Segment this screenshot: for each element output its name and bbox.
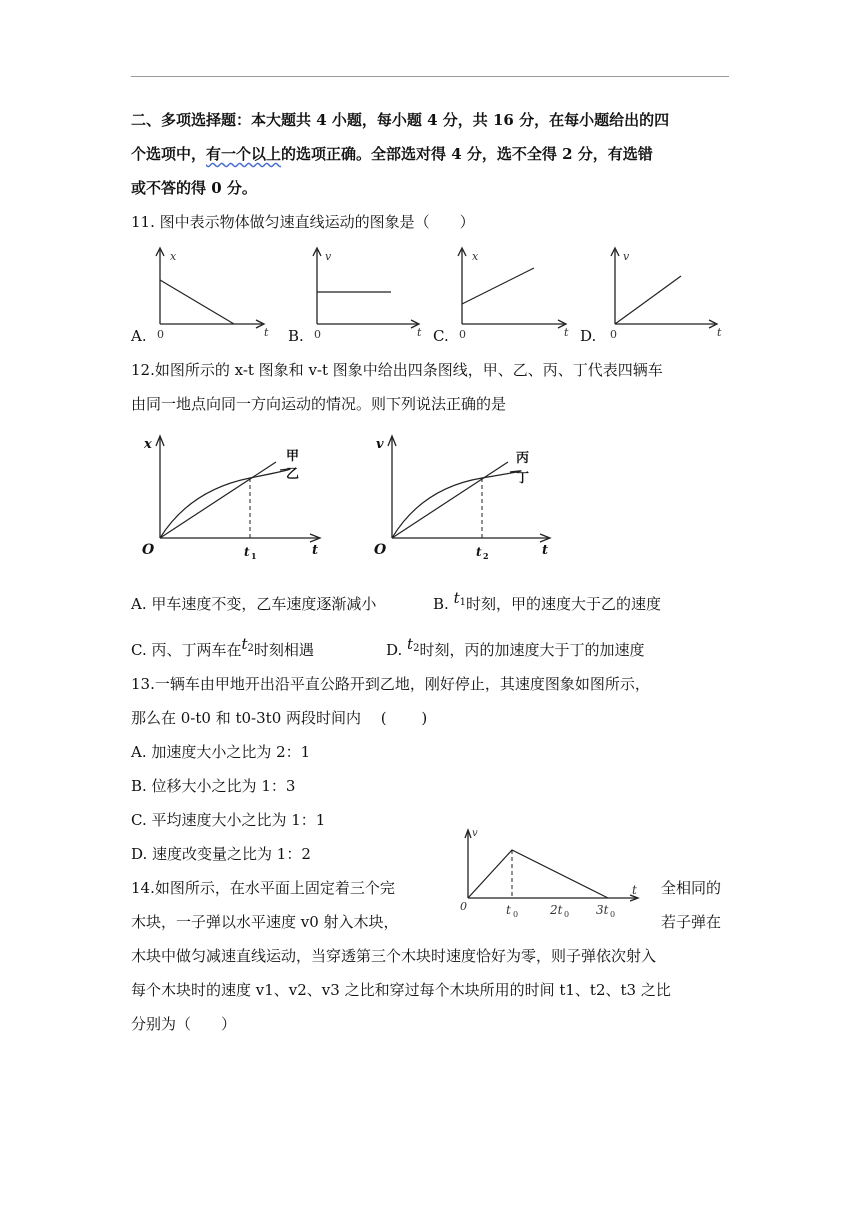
q14-stem-line-1b: 全相同的 [661, 879, 722, 897]
q13-tick-2: 2t [550, 903, 563, 917]
q11-b-origin: 0 [314, 328, 321, 341]
q11-d-ylabel: v [623, 250, 630, 263]
q13-option-a: A. 加速度大小之比为 2：1 [131, 743, 311, 761]
q11-c-ylabel: x [472, 250, 479, 263]
q11-c-xlabel: t [564, 326, 569, 339]
q11-option-d-label: D. [580, 327, 597, 345]
q13-xlabel: t [632, 883, 637, 897]
q12-g2-tmark: t [476, 545, 482, 559]
q12-label-jia: 甲 [286, 449, 300, 464]
q12-option-b-prefix: B. [433, 595, 449, 613]
q11-a-xlabel: t [264, 326, 269, 339]
q12-option-d [386, 635, 645, 663]
q12-g2-ylabel: v [376, 437, 384, 452]
q11-graph-d [605, 244, 730, 344]
q13-tick-2-sub: 0 [564, 910, 570, 919]
q11-d-xlabel: t [717, 326, 722, 339]
q12-label-yi: 乙 [286, 467, 300, 482]
section-heading-2b: 有一个以上 [206, 145, 282, 163]
q11-b-xlabel: t [417, 326, 422, 339]
q12-stem-line-2: 由同一地点向同一方向运动的情况。则下列说法正确的是 [131, 395, 507, 413]
section-heading-2c: 的选项正确。全部选对得 4 分，选不全得 2 分，有选错 [281, 145, 653, 163]
q12-g2-tsub: 2 [483, 551, 489, 561]
q11-option-a-label: A. [131, 327, 147, 345]
q14-stem-line-2a: 木块，一子弹以水平速度 v0 射入木块， [131, 913, 399, 931]
q11-a-origin: 0 [157, 328, 164, 341]
q14-stem-line-1a: 14.如图所示，在水平面上固定着三个完 [131, 879, 395, 897]
q11-stem: 11. 图中表示物体做匀速直线运动的图象是（ ） [131, 213, 475, 231]
q12-option-c-t: t [241, 635, 248, 653]
q13-tick-1: t [506, 903, 511, 917]
section-heading-line-1: 二、多项选择题：本大题共 4 小题，每小题 4 分，共 16 分，在每小题给出的四 [131, 111, 670, 129]
q12-g1-origin: O [142, 542, 155, 558]
section-heading-2a: 个选项中， [131, 145, 207, 163]
q13-origin: 0 [460, 900, 467, 913]
q14-stem-line-2b: 若子弹在 [661, 913, 722, 931]
section-heading-line-3: 或不答的得 0 分。 [131, 179, 257, 197]
q12-option-d-text: 时刻，丙的加速度大于丁的加速度 [419, 641, 645, 659]
q12-g1-xlabel: t [312, 543, 319, 558]
q13-tick-3-sub: 0 [610, 910, 616, 919]
q12-g1-tmark: t [244, 545, 250, 559]
q12-option-b [433, 589, 661, 617]
q12-option-d-prefix: D. [386, 641, 403, 659]
q12-g1-tsub: 1 [251, 551, 257, 561]
q11-option-c-label: C. [433, 327, 449, 345]
q13-stem-line-2: 那么在 0-t0 和 t0-3t0 两段时间内 ( ) [131, 709, 428, 727]
q12-option-c-prefix: C. 丙、丁两车在 [131, 641, 242, 659]
q11-a-line [160, 280, 234, 324]
q13-option-c: C. 平均速度大小之比为 1：1 [131, 811, 326, 829]
q12-option-d-sub: 2 [413, 643, 420, 654]
section-heading-line-2 [131, 144, 653, 164]
q12-option-c [131, 635, 314, 663]
q12-option-d-t: t [407, 635, 414, 653]
q12-graph-vt [370, 432, 570, 564]
q12-option-b-sub: 1 [459, 597, 466, 608]
q13-velocity-line [468, 850, 608, 898]
q13-graph [456, 826, 646, 924]
q13-tick-3: 3t [596, 903, 609, 917]
q12-option-c-sub: 2 [247, 643, 254, 654]
q12-label-ding: 丁 [516, 471, 530, 486]
q11-c-line [462, 268, 534, 304]
q11-d-line [615, 276, 681, 324]
q13-tick-1-sub: 0 [513, 910, 519, 919]
q12-option-a: A. 甲车速度不变，乙车速度逐渐减小 [131, 595, 377, 613]
q12-g2-xlabel: t [542, 543, 549, 558]
q12-g1-ylabel: x [144, 437, 152, 452]
q12-option-b-t: t [453, 589, 460, 607]
q12-graph-xt [140, 432, 340, 564]
q12-ding-curve [392, 471, 521, 538]
q13-option-d: D. 速度改变量之比为 1：2 [131, 845, 311, 863]
q11-graph-a [150, 244, 275, 344]
header-rule [131, 76, 729, 77]
q12-option-c-text: 时刻相遇 [253, 641, 314, 659]
q12-option-b-text: 时刻，甲的速度大于乙的速度 [465, 595, 661, 613]
q14-stem-line-3: 木块中做匀减速直线运动，当穿透第三个木块时速度恰好为零，则子弹依次射入 [131, 947, 657, 965]
q13-ylabel: v [472, 828, 478, 839]
q12-g2-origin: O [374, 542, 387, 558]
q11-option-b-label: B. [288, 327, 304, 345]
q14-stem-line-4: 每个木块时的速度 v1、v2、v3 之比和穿过每个木块所用的时间 t1、t2、t3 之比 [131, 981, 671, 999]
q12-label-bing: 丙 [516, 451, 530, 466]
q12-jia-line [160, 462, 276, 538]
q12-bing-line [392, 462, 508, 538]
q12-yi-curve [160, 469, 290, 538]
q11-b-ylabel: v [325, 250, 332, 263]
q11-c-origin: 0 [459, 328, 466, 341]
q11-graph-b [307, 244, 432, 344]
q13-stem-line-1: 13.一辆车由甲地开出沿平直公路开到乙地，刚好停止，其速度图象如图所示， [131, 675, 650, 693]
q14-stem-line-5: 分别为（ ） [131, 1015, 237, 1033]
q13-option-b: B. 位移大小之比为 1：3 [131, 777, 296, 795]
q12-stem-line-1: 12.如图所示的 x-t 图象和 v-t 图象中给出四条图线，甲、乙、丙、丁代表四辆车 [131, 361, 663, 379]
q11-graph-c [452, 244, 577, 344]
q11-a-ylabel: x [170, 250, 177, 263]
q11-d-origin: 0 [610, 328, 617, 341]
